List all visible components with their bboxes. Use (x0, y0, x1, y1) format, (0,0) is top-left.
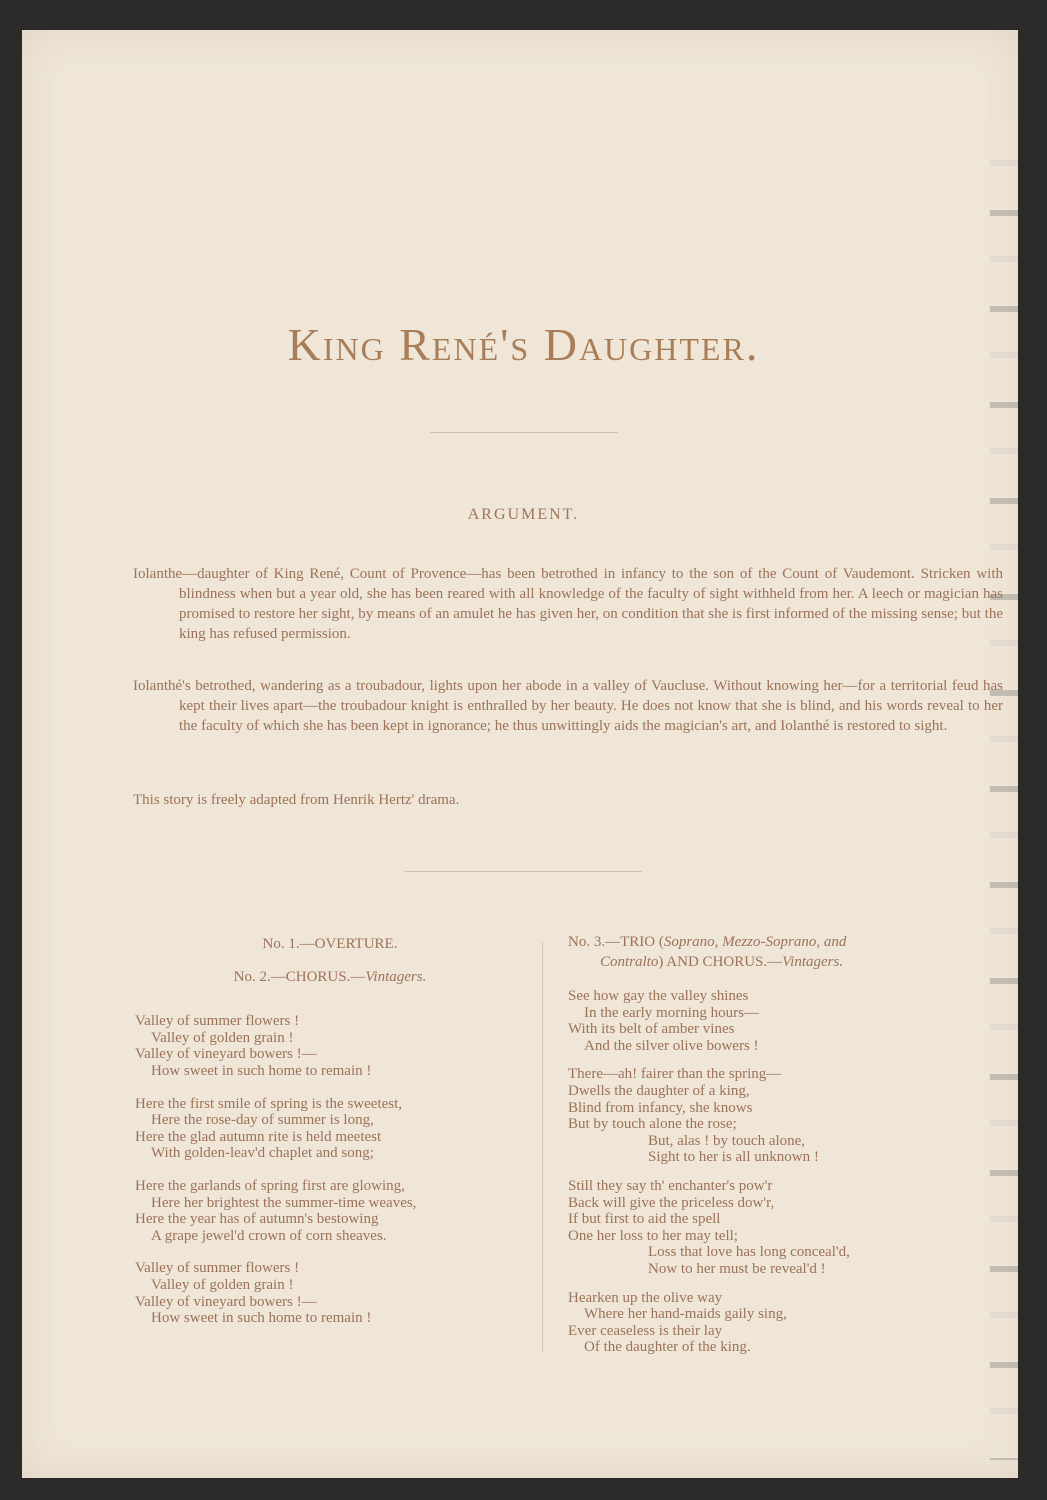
chorus-heading-main: No. 2.—CHORUS.— (233, 968, 366, 985)
stanza (568, 1290, 968, 1356)
verse-line: But, alas ! by touch alone, (648, 1132, 806, 1149)
verse-line: In the early morning hours— (584, 1004, 759, 1021)
trio-heading (568, 932, 968, 972)
verse-line: Loss that love has long conceal'd, (648, 1244, 850, 1261)
verse-line: Back will give the priceless dow'r, (568, 1194, 775, 1211)
verse-line: Here the rose-day of summer is long, (151, 1112, 374, 1129)
verse-line: Here the year has of autumn's bestowing (135, 1211, 379, 1228)
verse-line: Here her brightest the summer-time weaves, (151, 1194, 417, 1211)
argument-paragraph: Iolanthé's betrothed, wandering as a troubadour, lights upon her abode in a valley of Vaucluse. Without knowing her—for a territorial feud has kept their lives apart—the troubadour knight is enthralled by her beauty. He does not know that she is blind, and his words reveal to her the faculty of which she has been kept in ignorance; he thus unwittingly aids the magician's art, and Iolanthé is restored to sight. (133, 678, 1003, 734)
stanza (568, 988, 968, 1054)
verse-line: Dwells the daughter of a king, (568, 1082, 750, 1099)
verse-line: Now to her must be reveal'd ! (648, 1260, 826, 1277)
verse-line: See how gay the valley shines (568, 988, 749, 1004)
chorus-heading (135, 969, 525, 986)
verse-line: With golden-leav'd chaplet and song; (151, 1145, 374, 1162)
stanza (568, 1178, 968, 1278)
verse-line: Here the glad autumn rite is held meetest (135, 1128, 382, 1145)
stanza (135, 1096, 525, 1162)
trio-heading-voices: Soprano, Mezzo-Soprano, and (663, 934, 847, 950)
verse-line: Here the first smile of spring is the sweetest, (135, 1095, 403, 1112)
verse-line: Ever ceaseless is their lay (568, 1322, 723, 1339)
argument-paragraph: Iolanthe—daughter of King René, Count of Provence—has been betrothed in infancy to the son of the Count of Vaudemont. Stricken with blindness when but a year old, she has been reared with all knowledge of the faculty of sight withheld from her. A leech or magician has promised to restore her sight, by means of an amulet he has given her, on condition that she is first informed of the missing sense; but the king has refused permission. (133, 566, 1003, 642)
verse-line: Here the garlands of spring first are glowing, (135, 1177, 405, 1194)
verse-line: With its belt of amber vines (568, 1021, 735, 1038)
verse-line: There—ah! fairer than the spring— (568, 1066, 782, 1083)
argument-heading: ARGUMENT. (467, 506, 580, 523)
verse-line: Still they say th' enchanter's pow'r (568, 1177, 773, 1194)
verse-line: Valley of summer flowers ! (135, 1260, 300, 1277)
right-column (568, 932, 968, 1356)
trio-heading-performers: Vintagers. (782, 954, 844, 970)
verse-line: Blind from infancy, she knows (568, 1099, 753, 1116)
verse-line: Of the daughter of the king. (584, 1339, 751, 1356)
section-divider (404, 871, 642, 872)
verse-line: And the silver olive bowers ! (584, 1037, 759, 1054)
verse-line: A grape jewel'd crown of corn sheaves. (151, 1227, 387, 1244)
verse-line: Sight to her is all unknown ! (648, 1149, 819, 1166)
verse-line: But by touch alone the rose; (568, 1116, 737, 1133)
column-divider (542, 942, 543, 1352)
stanza (135, 1260, 525, 1326)
verse-line: Valley of golden grain ! (151, 1276, 294, 1293)
stanza (135, 1013, 525, 1079)
verse-line: How sweet in such home to remain ! (151, 1062, 372, 1079)
verse-line: Where her hand-maids gaily sing, (584, 1306, 787, 1323)
verse-line: Valley of vineyard bowers !— (135, 1293, 317, 1310)
verse-line: Valley of summer flowers ! (135, 1013, 300, 1030)
verse-line: Hearken up the olive way (568, 1289, 723, 1306)
verse-line: How sweet in such home to remain ! (151, 1310, 372, 1327)
overture-heading: No. 1.—OVERTURE. (262, 936, 398, 952)
trio-heading-chorus: ) AND CHORUS.— (658, 954, 783, 970)
verse-line: If but first to aid the spell (568, 1211, 721, 1228)
trio-heading-main: No. 3.—TRIO ( (568, 934, 664, 950)
page-title: King René's Daughter. (287, 319, 760, 370)
verse-line: Valley of vineyard bowers !— (135, 1046, 317, 1063)
chorus-heading-performers: Vintagers. (365, 968, 427, 985)
verse-line: One her loss to her may tell; (568, 1227, 738, 1244)
stanza (135, 1178, 525, 1244)
trio-heading-contralto: Contralto (600, 954, 659, 970)
left-column (135, 936, 525, 1327)
argument-paragraph: This story is freely adapted from Henrik Hertz' drama. (133, 792, 460, 808)
verse-line: Valley of golden grain ! (151, 1029, 294, 1046)
title-divider (430, 432, 618, 433)
stanza (568, 1066, 968, 1166)
